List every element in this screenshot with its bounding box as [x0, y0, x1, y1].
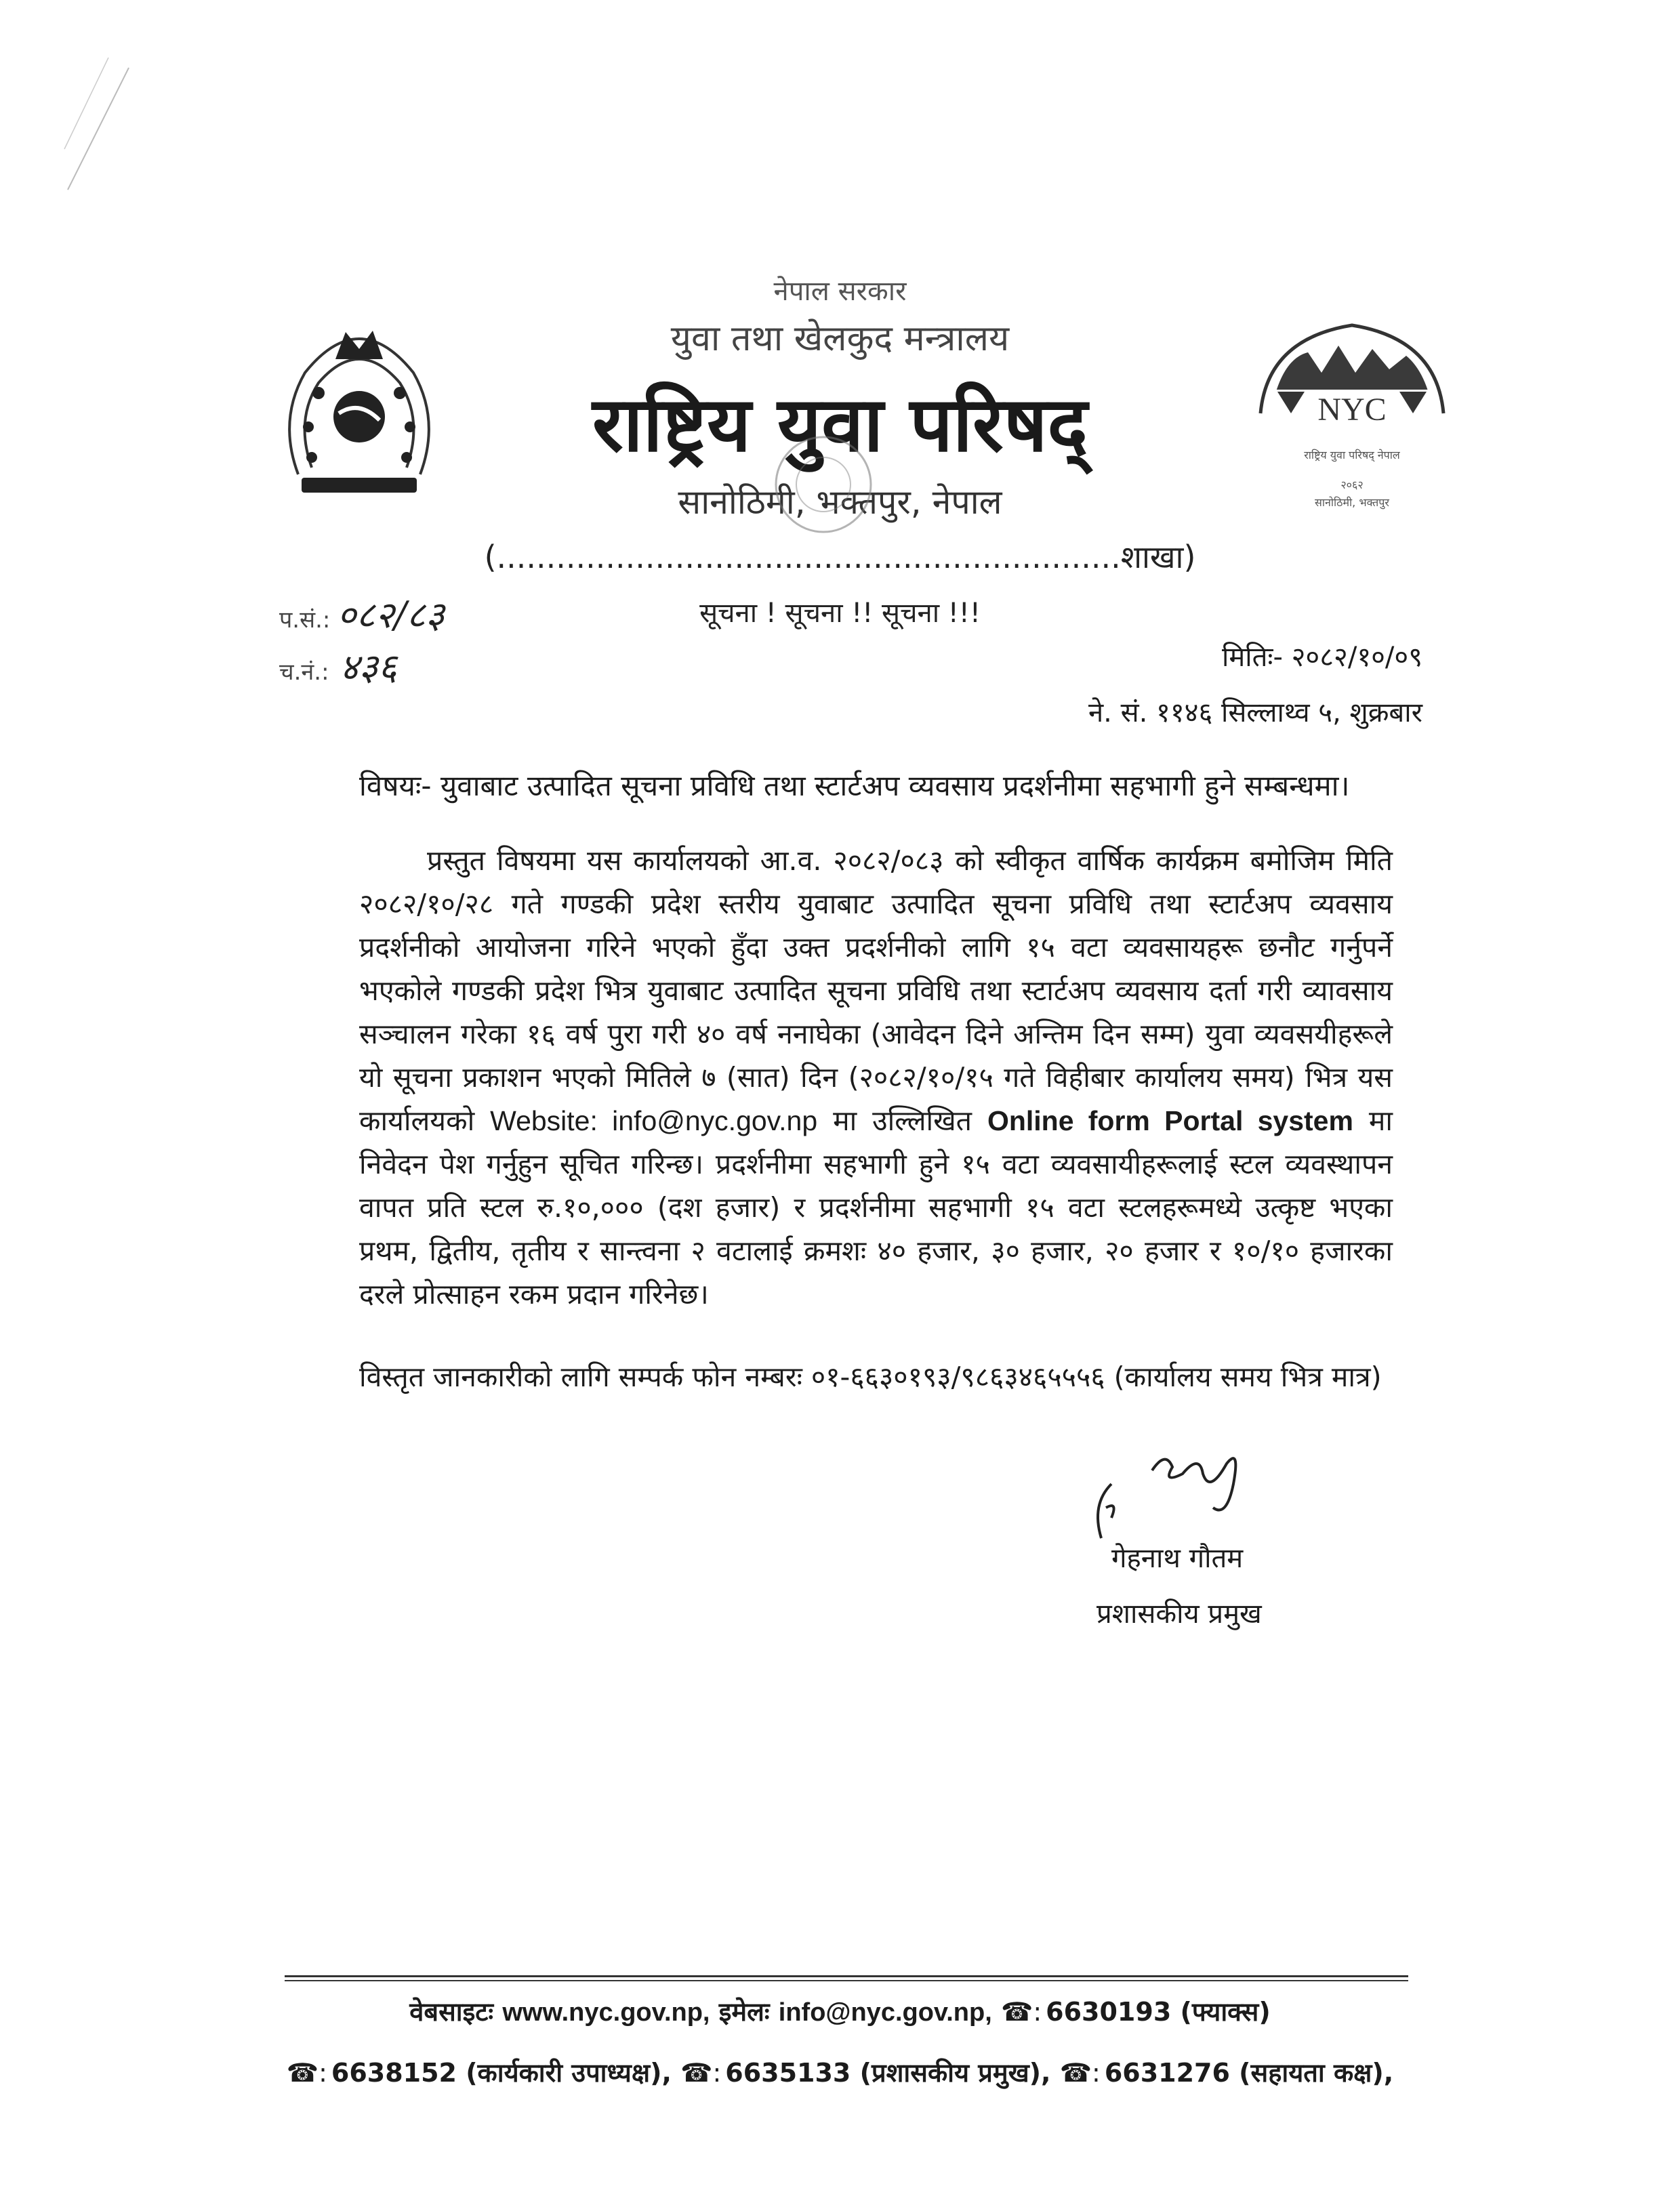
footer-rule-bottom: [285, 1980, 1408, 1981]
footer-email[interactable]: info@nyc.gov.np,: [778, 1998, 992, 2027]
logo-caption-3: सानोठिमी, भक्तपुर: [1315, 496, 1389, 509]
organization-name: राष्ट्रिय युवा परिषद्: [592, 381, 1088, 469]
body-text-b: मा उल्लिखित: [833, 1105, 972, 1137]
letter-date: मितिः- २०८२/१०/०९: [1221, 642, 1422, 673]
footer-line-1: [0, 1994, 1680, 2029]
body-text-a: प्रस्तुत विषयमा यस कार्यालयको आ.व. २०८२/०८३ को स्वीकृत वार्षिक कार्यक्रम बमोजिम मिति २०८२/१०/२८ गते गण्डकी प्रदेश स्तरीय युवाबाट उत्पादित सूचना प्रविधि तथा स्टार्टअप व्यवसाय प्रदर्शनीको आयोजना गरिने भएको हुँदा उक्त प्रदर्शनीको लागि १५ वटा व्यवसायहरू छनौट गर्नुपर्ने भएकोले गण्डकी प्रदेश भित्र युवाबाट उत्पादित सूचना प्रविधि तथा स्टार्टअप व्यवसाय दर्ता गरी व्यावसाय सञ्चालन गरेका १६ वर्ष पुरा गरी ४० वर्ष ननाघेका (आवेदन दिने अन्तिम दिन सम्म) युवा व्यवसयीहरूले यो सूचना प्रकाशन भएको मितिले ७ (सात) दिन (२०८२/१०/१५ गते विहीबार कार्यालय समय) भित्र यस कार्यालयको: [359, 844, 1393, 1137]
logo-caption-2: २०६२: [1340, 478, 1364, 491]
body-text-c: मा निवेदन पेश गर्नुहुन सूचित गरिन्छ। प्रदर्शनीमा सहभागी हुने १५ वटा व्यवसायीहरूलाई स्टल व्यवस्थापन वापत प्रति स्टल रु.१०,००० (दश हजार) र प्रदर्शनीमा सहभागी १५ वटा स्टलहरूमध्ये उत्कृष्ट भएका प्रथम, द्वितीय, तृतीय र सान्त्वना २ वटालाई क्रमशः ४० हजार, ३० हजार, २० हजार र १०/१० हजारका दरले प्रोत्साहन रकम प्रदान गरिनेछ।: [359, 1105, 1393, 1310]
ministry-name: युवा तथा खेलकुद मन्त्रालय: [670, 318, 1010, 359]
scan-artifact: [61, 54, 142, 203]
dispatch-value: ४३६: [340, 646, 397, 688]
ref-label: प.सं.:: [279, 606, 331, 634]
nepal-sambat-date: ने. सं. ११४६ सिल्लाथ्व ५, शुक्रबार: [1088, 697, 1422, 728]
footer-rule-top: [285, 1975, 1408, 1977]
body-paragraph-2: विस्तृत जानकारीको लागि सम्पर्क फोन नम्बरः ०१-६६३०१९३/९८६३४६५५५६ (कार्यालय समय भित्र मात्र): [359, 1361, 1382, 1393]
footer-email-label: इमेलः: [718, 1997, 770, 2027]
logo-caption-1: राष्ट्रिय युवा परिषद् नेपाल: [1304, 449, 1400, 461]
dispatch-number: [279, 640, 397, 690]
phone-icon: ☎:: [286, 2058, 327, 2088]
footer-phone-2: 6635133 (प्रशासकीय प्रमुख),: [725, 2058, 1051, 2088]
phone-icon: ☎:: [680, 2058, 722, 2088]
body-paragraph-1: [359, 839, 1393, 1316]
online-portal-text: Online form Portal system: [987, 1105, 1353, 1136]
office-stamp: [766, 427, 881, 542]
government-name: नेपाल सरकार: [773, 276, 907, 307]
notice-heading: सूचना ! सूचना !! सूचना !!!: [699, 598, 981, 629]
website-text: Website: info@nyc.gov.np: [490, 1105, 818, 1136]
reference-number: [279, 588, 445, 638]
dispatch-label: च.नं.:: [279, 659, 329, 686]
nyc-logo-letters: NYC: [1317, 392, 1387, 428]
footer-fax: 6630193 (फ्याक्स): [1046, 1997, 1271, 2027]
branch-line: (...............................................................शाखा): [484, 539, 1196, 575]
signatory-title: प्रशासकीय प्रमुख: [1097, 1598, 1262, 1630]
footer-phone-3: 6631276 (सहायता कक्ष),: [1104, 2058, 1394, 2088]
footer-phone-1: 6638152 (कार्यकारी उपाध्यक्ष),: [331, 2058, 672, 2088]
subject-line: विषयः- युवाबाट उत्पादित सूचना प्रविधि तथा स्टार्टअप व्यवसाय प्रदर्शनीमा सहभागी हुने सम्बन्धमा।: [359, 769, 1350, 802]
signatory-name: गेहनाथ गौतम: [1111, 1543, 1244, 1574]
footer-website[interactable]: www.nyc.gov.np,: [502, 1998, 710, 2027]
footer-line-2: [0, 2055, 1680, 2090]
footer-website-label: वेबसाइटः: [409, 1997, 494, 2027]
office-address: सानोठिमी, भक्तपुर, नेपाल: [678, 482, 1002, 522]
phone-icon: ☎:: [1059, 2058, 1101, 2088]
phone-icon: ☎:: [1001, 1997, 1042, 2027]
ref-value: ०८२/८३: [337, 594, 445, 636]
